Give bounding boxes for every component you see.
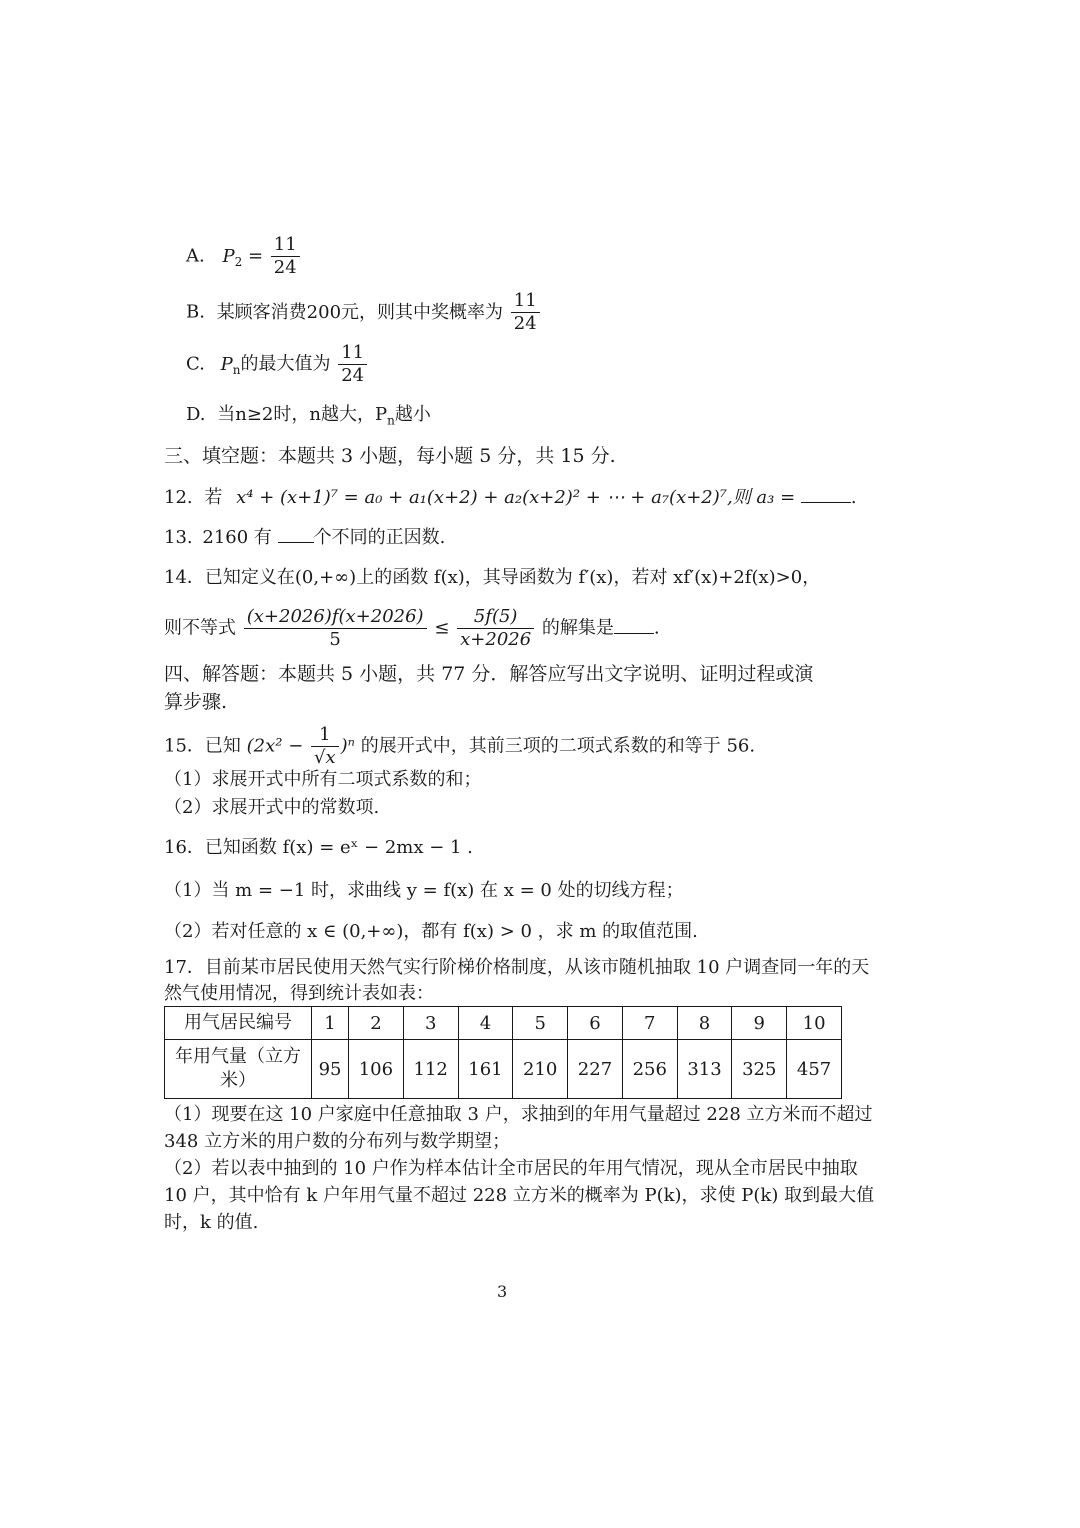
table-cell-volume: 112 (403, 1040, 458, 1099)
option-d (186, 403, 431, 433)
option-c-numerator: 11 (338, 342, 367, 365)
option-a-denominator: 24 (273, 257, 297, 278)
q15-part1: （1）求展开式中所有二项式系数的和； (164, 769, 482, 790)
q15-expr-pre: (2x² − (246, 735, 304, 757)
table-cell-volume: 227 (568, 1040, 623, 1099)
option-b (186, 290, 542, 335)
option-d-sub: n (387, 413, 395, 428)
q14-line2 (164, 606, 660, 651)
q14-left-numerator: (x+2026)f(x+2026) (244, 606, 427, 629)
q14-lead: 则不等式 (164, 617, 236, 639)
table-cell-id: 2 (349, 1007, 404, 1040)
q13-text1: 2160 有 (202, 527, 272, 548)
question-15 (164, 724, 755, 769)
table-cell-volume: 161 (458, 1040, 513, 1099)
q14-fraction-right (457, 606, 534, 651)
option-a-label: A. (186, 245, 205, 267)
option-d-label: D. (186, 404, 206, 425)
q17-part2-line3: 时，k 的值. (164, 1212, 259, 1233)
q12-number: 12. (164, 487, 193, 508)
table-row-volumes (165, 1040, 842, 1099)
q17-part1-line1: （1）现要在这 10 户家庭中任意抽取 3 户，求抽到的年用气量超过 228 立方米而不超过 (164, 1104, 873, 1125)
q17-part2-line1: （2）若以表中抽到的 10 户作为样本估计全市居民的年用气情况，现从全市居民中抽取 (164, 1158, 858, 1179)
section-3-heading: 三、填空题：本题共 3 小题，每小题 5 分，共 15 分. (164, 445, 616, 467)
table-cell-id: 10 (787, 1007, 842, 1040)
q13-answer-blank (278, 526, 314, 543)
table-cell-volume: 95 (312, 1040, 349, 1099)
option-a-var: P (222, 245, 235, 267)
q15-lead: 15．已知 (164, 735, 241, 757)
table-cell-id: 8 (677, 1007, 732, 1040)
table-cell-volume: 457 (787, 1040, 842, 1099)
question-12 (164, 486, 857, 510)
option-b-denominator: 24 (513, 313, 537, 334)
gas-usage-table (164, 1006, 842, 1099)
table-cell-id: 9 (732, 1007, 787, 1040)
table-cell-volume: 210 (513, 1040, 568, 1099)
q17-part2-line2: 10 户，其中恰有 k 户年用气量不超过 228 立方米的概率为 P(k)，求使 P(k) 取到最大值 (164, 1185, 875, 1206)
option-c-denominator: 24 (341, 365, 365, 386)
section-4-heading-line2: 算步骤. (164, 691, 228, 713)
option-a-numerator: 11 (271, 234, 300, 257)
table-cell-id: 3 (403, 1007, 458, 1040)
q16-part2: （2）若对任意的 x ∈ (0,+∞)，都有 f(x) > 0 ，求 m 的取值范围. (164, 921, 698, 942)
table-cell-volume: 256 (622, 1040, 677, 1099)
q14-tail: 的解集是 (541, 617, 614, 639)
option-a-eq: = (247, 245, 264, 267)
table-head-volume-a: 年用气量（立方 (175, 1046, 301, 1067)
q15-expr-post: )ⁿ (340, 735, 355, 757)
q17-stem-line1: 17．目前某市居民使用天然气实行阶梯价格制度，从该市随机抽取 10 户调查同一年的天 (164, 957, 870, 978)
q14-relation: ≤ (434, 617, 450, 639)
q17-part1-line2: 348 立方米的用户数的分布列与数学期望； (164, 1131, 511, 1152)
q14-right-numerator: 5f(5) (457, 606, 534, 629)
option-b-text: 某顾客消费200元，则其中奖概率为 (216, 301, 504, 323)
q15-denominator: √x (314, 747, 336, 768)
table-cell-id: 7 (622, 1007, 677, 1040)
table-head-volume (165, 1040, 312, 1099)
option-b-numerator: 11 (511, 290, 540, 313)
page-number: 3 (497, 1282, 508, 1301)
table-cell-id: 4 (458, 1007, 513, 1040)
q16-part1: （1）当 m = −1 时，求曲线 y = f(x) 在 x = 0 处的切线方程； (164, 880, 684, 901)
option-c-var: P (220, 353, 233, 375)
section-4-heading-line1: 四、解答题：本题共 5 小题，共 77 分．解答应写出文字说明、证明过程或演 (164, 663, 814, 685)
option-a-var-sub: 2 (234, 255, 243, 270)
q16-stem: 16．已知函数 f(x) = eˣ − 2mx − 1 . (164, 837, 473, 858)
option-c (186, 342, 369, 387)
table-cell-volume: 313 (677, 1040, 732, 1099)
q15-fraction (311, 724, 339, 769)
option-a-fraction (271, 234, 300, 279)
table-cell-volume: 325 (732, 1040, 787, 1099)
q17-stem-line2: 然气使用情况，得到统计表如表： (164, 983, 434, 1004)
q14-right-denominator: x+2026 (460, 629, 532, 650)
option-c-fraction (338, 342, 367, 387)
option-d-text2: 越小 (394, 404, 431, 425)
option-c-label: C. (186, 353, 205, 375)
q14-line1: 14．已知定义在(0,+∞)上的函数 f(x)，其导函数为 f′(x)，若对 xf′(x)+2f(x)>0， (164, 567, 821, 588)
q14-answer-blank (614, 617, 654, 634)
q13-number: 13. (164, 527, 193, 548)
table-cell-id: 5 (513, 1007, 568, 1040)
table-cell-volume: 106 (349, 1040, 404, 1099)
q15-tail: 的展开式中，其前三项的二项式系数的和等于 56. (360, 735, 756, 757)
table-head-volume-b: 米） (220, 1070, 256, 1091)
q14-left-denominator: 5 (329, 629, 341, 650)
option-b-label: B. (186, 301, 205, 323)
q15-part2: （2）求展开式中的常数项. (164, 797, 380, 818)
q15-numerator: 1 (311, 724, 339, 747)
option-c-var-sub: n (232, 363, 241, 378)
q12-answer-blank (801, 486, 851, 503)
table-cell-id: 1 (312, 1007, 349, 1040)
option-d-text: 当n≥2时，n越大，P (217, 404, 388, 425)
q14-fraction-left (244, 606, 427, 651)
option-c-text: 的最大值为 (240, 353, 331, 375)
q12-lead: 若 (204, 487, 223, 508)
question-13 (164, 526, 445, 550)
table-cell-id: 6 (568, 1007, 623, 1040)
q12-expression: x⁴ + (x+1)⁷ = a₀ + a₁(x+2) + a₂(x+2)² + ⋯ + a₇(x+2)⁷,则 a₃ = (236, 487, 796, 508)
table-row-ids (165, 1007, 842, 1040)
q13-text2: 个不同的正因数. (313, 527, 446, 548)
option-b-fraction (511, 290, 540, 335)
q12-end: . (850, 487, 857, 508)
table-head-id: 用气居民编号 (165, 1007, 312, 1040)
option-a (186, 234, 302, 279)
q14-end: . (653, 617, 660, 639)
